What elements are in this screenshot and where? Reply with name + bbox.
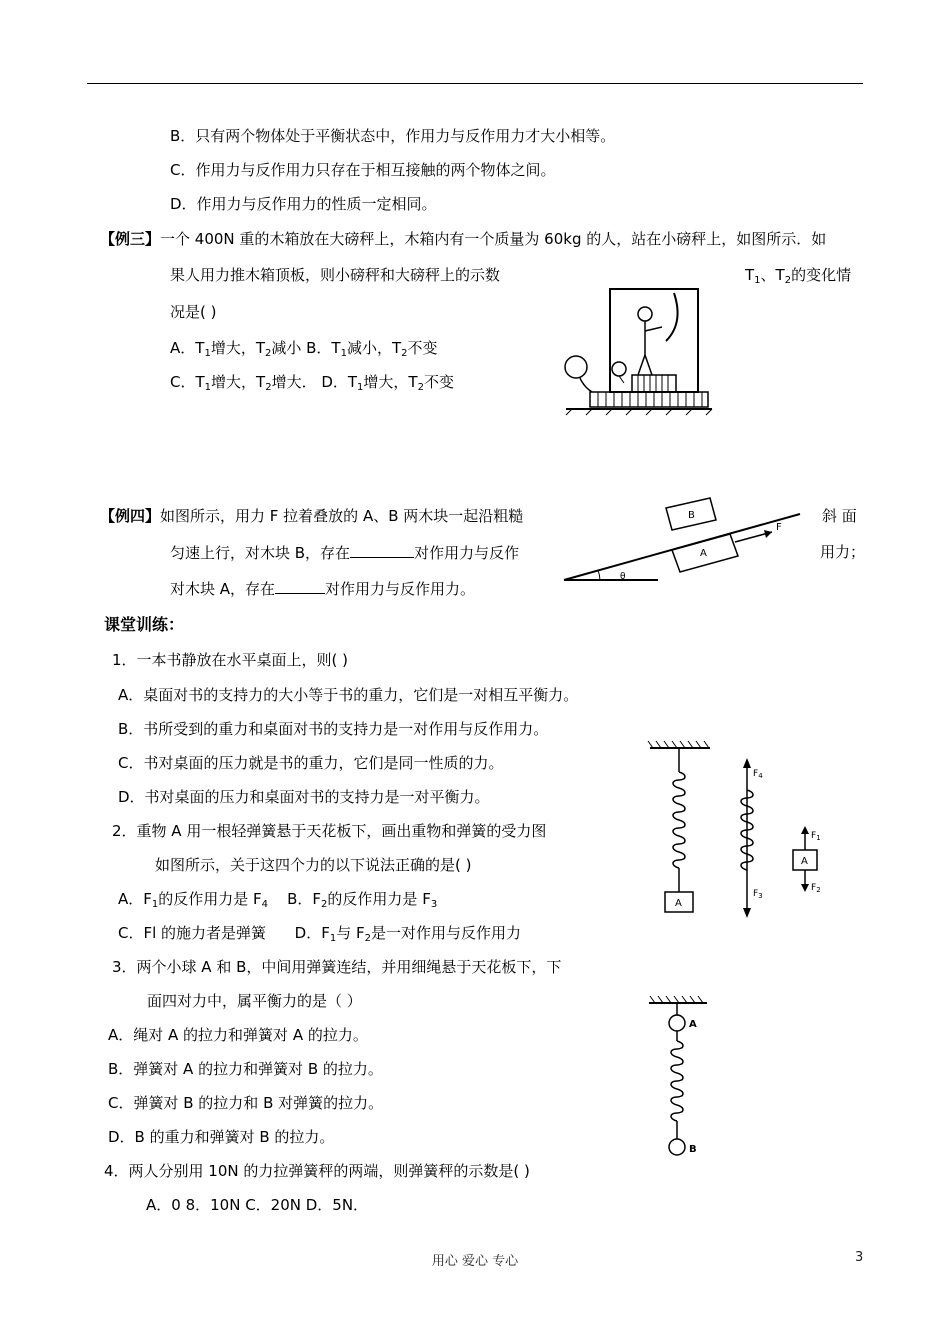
question-1: 1．一本书静放在水平桌面上，则( )	[112, 651, 349, 669]
t-separator: 、T	[760, 266, 785, 284]
example4-first-line	[100, 506, 523, 526]
question-2-options-ab	[118, 889, 437, 909]
ball-a-label: A	[689, 1019, 697, 1030]
question-3-option-b: B．弹簧对 A 的拉力和弹簧对 B 的拉力。	[108, 1060, 383, 1078]
question-2: 2．重物 A 用一根轻弹簧悬于天花板下，画出重物和弹簧的受力图	[112, 822, 547, 840]
option-c-line: C．作用力与反作用力只存在于相互接触的两个物体之间。	[170, 161, 556, 179]
opt-text: 不变	[423, 373, 454, 391]
two-balls-spring-figure	[645, 995, 715, 1165]
force-f2-label	[811, 883, 821, 894]
sub-1: 1	[204, 382, 212, 393]
opt-text: 是一对作用与反作用力	[371, 924, 522, 942]
example3-options-cd	[170, 372, 454, 392]
block-a-force-label: A	[801, 856, 808, 867]
example4-third-line	[170, 578, 475, 599]
sub-2: 2	[417, 382, 424, 393]
sub-2: 2	[401, 348, 408, 359]
question-4: 4．两人分别用 10N 的力拉弹簧秤的两端，则弹簧秤的示数是( )	[104, 1162, 530, 1180]
opt-text: 减小，T	[346, 339, 402, 357]
opt-text: 减小 B．T	[271, 339, 341, 357]
example3-first-line	[100, 229, 826, 249]
example4-text-b: 匀速上行，对木块 B，存在	[170, 544, 351, 562]
question-1-option-a: A．桌面对书的支持力的大小等于书的重力，它们是一对相互平衡力。	[118, 686, 579, 704]
sub-1: 1	[340, 348, 347, 359]
opt-text: C．Fl 的施力者是弹簧	[118, 924, 267, 942]
sub-1: 1	[816, 834, 821, 842]
sub-2: 2	[784, 275, 792, 286]
question-4-options: A．0 8．10N C．20N D．5N．	[146, 1196, 369, 1214]
force-f3-label	[753, 889, 763, 900]
sub-1: 1	[357, 382, 364, 393]
question-1-option-b: B．书所受到的重力和桌面对书的支持力是一对作用与反作用力。	[118, 720, 549, 738]
example4-text-c2: 对作用力与反作用力。	[325, 580, 476, 598]
sub-3: 3	[758, 892, 763, 900]
question-2-options-cd	[118, 923, 521, 943]
opt-text: D．F	[294, 924, 330, 942]
force-f1-label	[811, 831, 821, 842]
example3-b2: 的变化情	[791, 266, 852, 284]
opt-text: 增大，T	[210, 339, 265, 357]
ball-b-label: B	[689, 1144, 697, 1155]
page-number: 3	[855, 1250, 864, 1265]
opt-text: A．F	[118, 890, 152, 908]
block-a-label: A	[675, 898, 682, 909]
opt-text: 增大，T	[211, 373, 266, 391]
incline-figure	[560, 490, 810, 585]
option-d-line: D．作用力与反作用力的性质一定相同。	[170, 195, 437, 213]
example3-third-line: 况是( )	[170, 303, 217, 321]
force-f4-label	[753, 769, 763, 780]
question-1-option-d: D．书对桌面的压力和桌面对书的支持力是一对平衡力。	[118, 788, 490, 806]
sub-2: 2	[816, 886, 821, 894]
sub-2: 2	[321, 899, 328, 910]
question-1-option-c: C．书对桌面的压力就是书的重力，它们是同一性质的力。	[118, 754, 504, 772]
example3-second-line-end	[745, 265, 851, 285]
question-3-continued: 面四对力中，属平衡力的是（ ）	[147, 992, 362, 1010]
section-heading: 课堂训练：	[104, 615, 185, 634]
example4-first-line-end: 斜 面	[822, 507, 857, 525]
example4-text-c: 对木块 A，存在	[170, 580, 276, 598]
sub-3: 3	[430, 899, 438, 910]
f-letter: F	[811, 831, 817, 841]
opt-text: 增大． D．T	[271, 373, 358, 391]
spring-force-figure	[645, 740, 850, 920]
f-letter: F	[811, 883, 817, 893]
example3-text-a: 一个 400N 重的木箱放在大磅秤上，木箱内有一个质量为 60kg 的人，站在小磅秤上，如图所示．如	[160, 230, 827, 248]
sub-4: 4	[758, 772, 763, 780]
question-3-option-d: D．B 的重力和弹簧对 B 的拉力。	[108, 1128, 335, 1146]
f-letter: F	[753, 769, 759, 779]
question-3-option-c: C．弹簧对 B 的拉力和 B 对弹簧的拉力。	[108, 1094, 384, 1112]
opt-text: 增大，T	[363, 373, 418, 391]
option-b-line: B．只有两个物体处于平衡状态中，作用力与反作用力才大小相等。	[170, 127, 616, 145]
opt-text: C．T	[170, 373, 205, 391]
sub-1: 1	[204, 348, 211, 359]
block-a-label: A	[700, 548, 707, 559]
example4-second-line-end: 用力；	[820, 543, 866, 561]
sub-1: 1	[329, 933, 337, 944]
sub-2: 2	[364, 933, 371, 944]
t-symbol: T	[745, 266, 755, 284]
opt-text: B．F	[287, 890, 322, 908]
example4-text-a: 如图所示，用力 F 拉着叠放的 A、B 两木块一起沿粗糙	[160, 507, 524, 525]
example3-tag: 【例三】	[100, 230, 161, 248]
sub-1: 1	[151, 899, 159, 910]
opt-text: 的反作用力是 F	[158, 890, 262, 908]
opt-text: 与 F	[336, 924, 365, 942]
block-b-label: B	[688, 510, 695, 521]
question-3: 3．两个小球 A 和 B，中间用弹簧连结，并用细绳悬于天花板下，下	[112, 958, 562, 976]
opt-text: A．T	[170, 339, 205, 357]
example3-options-ab	[170, 338, 438, 358]
sub-4: 4	[261, 899, 269, 910]
example4-tag: 【例四】	[100, 507, 161, 525]
sub-2: 2	[265, 382, 272, 393]
answer-blank-2[interactable]	[275, 578, 325, 594]
force-f-label: F	[776, 522, 782, 533]
f-letter: F	[753, 889, 759, 899]
sub-2: 2	[264, 348, 272, 359]
example4-second-line	[170, 542, 519, 563]
scale-box-figure	[562, 283, 722, 423]
answer-blank-1[interactable]	[350, 542, 414, 558]
header-rule	[87, 83, 863, 84]
sub-1: 1	[754, 275, 761, 286]
angle-label: θ	[620, 572, 626, 582]
question-3-option-a: A．绳对 A 的拉力和弹簧对 A 的拉力。	[108, 1026, 368, 1044]
example4-text-b2: 对作用力与反作	[414, 544, 520, 562]
example3-second-line: 果人用力推木箱顶板，则小磅秤和大磅秤上的示数	[170, 266, 501, 284]
question-2-continued: 如图所示，关于这四个力的以下说法正确的是( )	[155, 856, 472, 874]
opt-text: 不变	[407, 339, 438, 357]
page-footer: 用心 爱心 专心	[431, 1254, 519, 1269]
opt-text: 的反作用力是 F	[327, 890, 431, 908]
